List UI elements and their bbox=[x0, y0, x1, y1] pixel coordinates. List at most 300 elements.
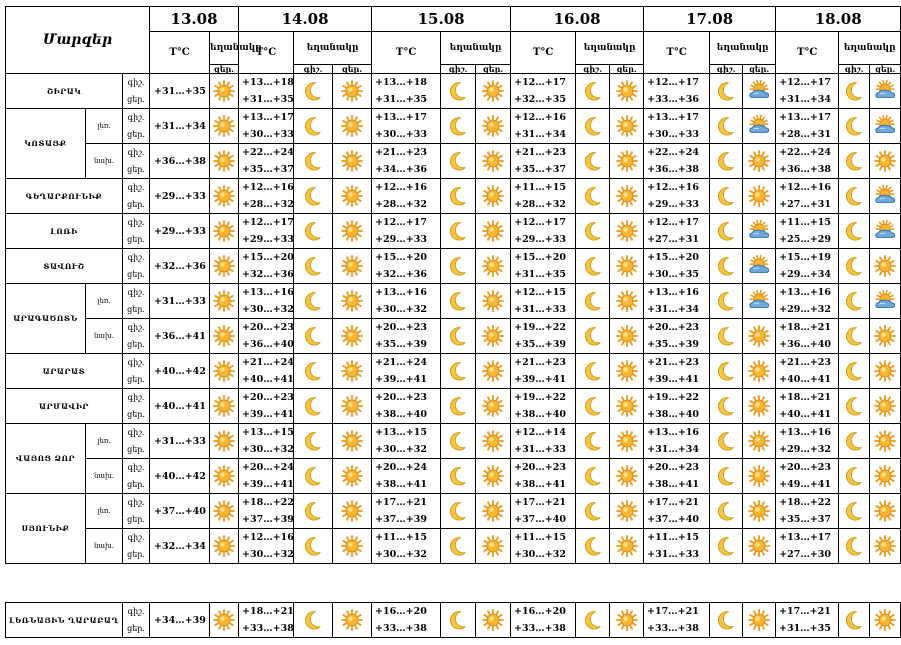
night-temperature: +12…+17 bbox=[514, 77, 566, 88]
day-temperature: +31…+35 bbox=[375, 94, 427, 105]
temperature-cell bbox=[644, 319, 710, 354]
day-temperature: +40…+41 bbox=[242, 374, 294, 385]
moon-icon bbox=[710, 500, 742, 522]
moon-icon bbox=[441, 249, 476, 284]
moon-icon bbox=[710, 185, 742, 207]
moon-icon bbox=[441, 395, 475, 417]
time-of-day-cell bbox=[123, 389, 150, 424]
sun-cloud-icon bbox=[870, 185, 900, 207]
sun-icon bbox=[210, 535, 238, 557]
day-label: ցեր. bbox=[127, 624, 145, 633]
moon-icon bbox=[441, 609, 475, 631]
temperature-cell bbox=[644, 74, 710, 109]
table-row bbox=[6, 214, 901, 249]
night-temperature: +19…+22 bbox=[647, 392, 700, 403]
sun-icon bbox=[476, 109, 511, 144]
moon-icon bbox=[294, 500, 332, 522]
night-temperature: +20…+23 bbox=[514, 462, 566, 473]
sun-icon bbox=[210, 354, 239, 389]
table-row bbox=[6, 459, 901, 494]
sun-icon bbox=[610, 115, 643, 137]
day-temperature: +33…+38 bbox=[647, 623, 699, 634]
zone-label: նախ. bbox=[86, 144, 123, 179]
sun-icon bbox=[610, 255, 643, 277]
night-temperature: +18…+22 bbox=[779, 497, 832, 508]
moon-icon bbox=[441, 80, 475, 102]
moon-icon bbox=[294, 354, 333, 389]
moon-icon bbox=[576, 150, 609, 172]
moon-icon bbox=[710, 109, 743, 144]
moon-icon bbox=[576, 220, 609, 242]
moon-icon bbox=[441, 535, 475, 557]
night-temperature: +19…+22 bbox=[514, 392, 566, 403]
moon-icon bbox=[839, 529, 870, 564]
day-temperature: +31…+35 bbox=[514, 269, 566, 280]
night-temperature: +12…+16 bbox=[242, 532, 294, 543]
night-temperature: +11…+15 bbox=[514, 532, 566, 543]
night-temperature: +18…+22 bbox=[242, 497, 294, 508]
night-temperature: +20…+23 bbox=[647, 322, 700, 333]
temperature-cell bbox=[239, 424, 294, 459]
sun-icon bbox=[333, 360, 371, 382]
sun-icon bbox=[610, 290, 643, 312]
sun-icon bbox=[333, 115, 371, 137]
temperature-cell bbox=[239, 144, 294, 179]
forecast-body bbox=[6, 74, 901, 564]
sun-icon bbox=[743, 144, 776, 179]
region-name: ԼԵՌՆԱՅԻՆ ՂԱՐԱԲԱՂ bbox=[6, 603, 123, 638]
sun-icon bbox=[743, 325, 775, 347]
moon-icon bbox=[441, 115, 475, 137]
zone-label: լեռ. bbox=[86, 109, 123, 144]
sun-icon bbox=[210, 220, 238, 242]
night-temperature: +13…+16 bbox=[779, 287, 832, 298]
temperature-cell bbox=[239, 354, 294, 389]
day-label: ցեր. bbox=[127, 340, 145, 349]
temperature-cell bbox=[644, 144, 710, 179]
sun-cloud-icon bbox=[743, 249, 776, 284]
temperature-cell bbox=[372, 179, 441, 214]
sun-icon bbox=[610, 360, 643, 382]
moon-icon bbox=[710, 603, 743, 638]
day-temperature: +30…+33 bbox=[242, 129, 294, 140]
moon-icon bbox=[839, 389, 870, 424]
sun-icon bbox=[610, 179, 644, 214]
temperature-cell bbox=[644, 284, 710, 319]
temperature-cell bbox=[644, 424, 710, 459]
night-subheader: գիշ. bbox=[839, 65, 870, 74]
sun-icon bbox=[743, 389, 776, 424]
day-temperature: +30…+32 bbox=[375, 549, 427, 560]
temperature-cell: +31…+34 bbox=[150, 109, 210, 144]
zone-label: լեռ. bbox=[86, 424, 123, 459]
day-temperature: +27…+30 bbox=[779, 549, 832, 560]
moon-icon bbox=[441, 179, 476, 214]
temperature-cell: +37…+40 bbox=[150, 494, 210, 529]
sun-icon bbox=[210, 609, 238, 631]
sun-icon bbox=[610, 325, 643, 347]
day-temperature: +31…+35 bbox=[242, 94, 294, 105]
sun-icon bbox=[333, 255, 371, 277]
region-name: ՏԱՎՈՒՇ bbox=[6, 249, 123, 284]
weather-header: եղանակը bbox=[576, 32, 644, 65]
moon-icon bbox=[441, 325, 475, 347]
sun-cloud-icon bbox=[870, 80, 900, 102]
moon-icon bbox=[576, 500, 609, 522]
day-temperature: +35…+37 bbox=[242, 164, 294, 175]
temperature-cell: +29…+33 bbox=[150, 179, 210, 214]
sun-icon bbox=[870, 389, 901, 424]
day-temperature: +39…+41 bbox=[514, 374, 566, 385]
temperature-cell bbox=[776, 529, 839, 564]
sun-icon bbox=[210, 179, 239, 214]
moon-icon bbox=[710, 529, 743, 564]
sun-icon bbox=[210, 144, 239, 179]
temperature-cell bbox=[511, 529, 576, 564]
temperature-cell bbox=[776, 249, 839, 284]
table-row bbox=[6, 144, 901, 179]
sun-icon bbox=[210, 424, 239, 459]
temperature-cell bbox=[372, 214, 441, 249]
moon-icon bbox=[839, 150, 869, 172]
sun-icon bbox=[210, 109, 239, 144]
temperature-cell: +40…+42 bbox=[150, 354, 210, 389]
night-temperature: +21…+23 bbox=[779, 357, 832, 368]
sun-icon bbox=[333, 179, 372, 214]
moon-icon bbox=[441, 255, 475, 277]
sun-icon bbox=[870, 430, 900, 452]
sun-icon bbox=[333, 424, 372, 459]
day-temperature: +31…+34 bbox=[514, 129, 566, 140]
temperature-cell: +34…+39 bbox=[150, 603, 210, 638]
temperature-cell: +36…+41 bbox=[150, 319, 210, 354]
sun-icon bbox=[743, 500, 775, 522]
temperature-cell bbox=[511, 319, 576, 354]
sun-cloud-icon bbox=[870, 179, 901, 214]
temperature-cell bbox=[372, 109, 441, 144]
sun-icon bbox=[743, 360, 775, 382]
moon-icon bbox=[441, 603, 476, 638]
region-name: ԼՈՌԻ bbox=[6, 214, 123, 249]
night-label: գիշ. bbox=[127, 607, 145, 616]
moon-icon bbox=[576, 529, 610, 564]
day-temperature: +29…+33 bbox=[375, 234, 427, 245]
day-temperature: +38…+40 bbox=[647, 409, 700, 420]
forecast-table bbox=[5, 6, 901, 564]
region-header: Մարզեր bbox=[6, 7, 150, 74]
day-subheader: ցեր. bbox=[870, 65, 901, 74]
day-temperature: +36…+40 bbox=[779, 339, 832, 350]
moon-icon bbox=[576, 535, 609, 557]
sun-icon bbox=[476, 284, 511, 319]
moon-icon bbox=[294, 603, 333, 638]
moon-icon bbox=[710, 360, 742, 382]
temperature-cell bbox=[644, 494, 710, 529]
moon-icon bbox=[839, 74, 870, 109]
moon-icon bbox=[294, 150, 332, 172]
moon-icon bbox=[294, 255, 332, 277]
temp-header: T°C bbox=[372, 32, 441, 74]
moon-icon bbox=[294, 609, 332, 631]
temperature-cell bbox=[511, 109, 576, 144]
sun-icon bbox=[210, 284, 239, 319]
temperature-cell bbox=[511, 284, 576, 319]
sun-icon bbox=[333, 80, 371, 102]
moon-icon bbox=[441, 465, 475, 487]
temperature-cell bbox=[372, 354, 441, 389]
night-temperature: +13…+16 bbox=[647, 427, 700, 438]
weather-header: եղանակը bbox=[839, 32, 901, 65]
day-temperature: +31…+33 bbox=[647, 549, 700, 560]
time-of-day-cell bbox=[123, 603, 150, 638]
sun-icon bbox=[333, 535, 371, 557]
moon-icon bbox=[441, 185, 475, 207]
night-temperature: +13…+16 bbox=[647, 287, 700, 298]
sun-icon bbox=[333, 430, 371, 452]
night-label: գիշ. bbox=[127, 288, 145, 297]
moon-icon bbox=[839, 459, 870, 494]
sun-icon bbox=[476, 290, 510, 312]
moon-icon bbox=[576, 144, 610, 179]
region-name: ՎԱՅՈՑ ՁՈՐ bbox=[6, 424, 86, 494]
sun-cloud-icon bbox=[743, 109, 776, 144]
moon-icon bbox=[839, 535, 869, 557]
day-label: ցեր. bbox=[127, 200, 145, 209]
moon-icon bbox=[294, 249, 333, 284]
day-temperature: +32…+35 bbox=[514, 94, 566, 105]
day-temperature: +29…+34 bbox=[779, 269, 832, 280]
night-temperature: +12…+15 bbox=[514, 287, 566, 298]
sun-icon bbox=[743, 603, 776, 638]
moon-icon bbox=[576, 319, 610, 354]
night-subheader: գիշ. bbox=[576, 65, 610, 74]
day-temperature: +29…+32 bbox=[779, 304, 832, 315]
night-temperature: +11…+15 bbox=[779, 217, 832, 228]
sun-icon bbox=[476, 74, 511, 109]
moon-icon bbox=[441, 284, 476, 319]
moon-icon bbox=[576, 603, 610, 638]
day-subheader: ցեր. bbox=[476, 65, 511, 74]
moon-icon bbox=[710, 609, 742, 631]
night-temperature: +21…+24 bbox=[242, 357, 294, 368]
moon-icon bbox=[294, 74, 333, 109]
sun-icon bbox=[333, 465, 371, 487]
sun-icon bbox=[476, 430, 510, 452]
sun-cloud-icon bbox=[743, 290, 775, 312]
sun-icon bbox=[476, 603, 511, 638]
sun-icon bbox=[333, 185, 371, 207]
sun-icon bbox=[610, 185, 643, 207]
moon-icon bbox=[294, 179, 333, 214]
day-temperature: +33…+38 bbox=[514, 623, 566, 634]
moon-icon bbox=[294, 290, 332, 312]
moon-icon bbox=[839, 360, 869, 382]
sun-icon bbox=[210, 319, 239, 354]
night-temperature: +20…+24 bbox=[375, 462, 427, 473]
table-row bbox=[6, 284, 901, 319]
moon-icon bbox=[839, 255, 869, 277]
temperature-cell: +31…+35 bbox=[150, 74, 210, 109]
time-of-day-cell bbox=[123, 284, 150, 319]
sun-icon bbox=[476, 80, 510, 102]
moon-icon bbox=[839, 603, 870, 638]
moon-icon bbox=[839, 214, 870, 249]
moon-icon bbox=[839, 609, 869, 631]
temperature-cell bbox=[239, 284, 294, 319]
night-label: գիշ. bbox=[127, 218, 145, 227]
moon-icon bbox=[576, 459, 610, 494]
night-label: գիշ. bbox=[127, 323, 145, 332]
day-subheader: ցեր. bbox=[743, 65, 776, 74]
sun-icon bbox=[333, 354, 372, 389]
moon-icon bbox=[710, 319, 743, 354]
sun-icon bbox=[476, 185, 510, 207]
temperature-cell bbox=[776, 144, 839, 179]
sun-icon bbox=[333, 214, 372, 249]
night-temperature: +21…+24 bbox=[375, 357, 427, 368]
temperature-cell bbox=[372, 249, 441, 284]
temperature-cell bbox=[644, 603, 710, 638]
moon-icon bbox=[441, 354, 476, 389]
day-temperature: +31…+33 bbox=[514, 444, 566, 455]
zone-label: նախ. bbox=[86, 529, 123, 564]
day-temperature: +34…+36 bbox=[375, 164, 427, 175]
temperature-cell bbox=[644, 179, 710, 214]
sun-icon bbox=[476, 360, 510, 382]
night-temperature: +15…+20 bbox=[242, 252, 294, 263]
sun-icon bbox=[610, 109, 644, 144]
moon-icon bbox=[839, 430, 869, 452]
temperature-cell bbox=[776, 214, 839, 249]
moon-icon bbox=[710, 220, 742, 242]
sun-icon bbox=[870, 395, 900, 417]
sun-icon bbox=[210, 80, 238, 102]
moon-icon bbox=[839, 319, 870, 354]
temperature-cell bbox=[511, 214, 576, 249]
moon-icon bbox=[294, 319, 333, 354]
night-temperature: +12…+14 bbox=[514, 427, 566, 438]
sun-icon bbox=[870, 459, 901, 494]
night-label: գիշ. bbox=[127, 533, 145, 542]
temperature-cell bbox=[776, 284, 839, 319]
moon-icon bbox=[839, 249, 870, 284]
sun-icon bbox=[476, 459, 511, 494]
day-temperature: +31…+34 bbox=[647, 304, 700, 315]
moon-icon bbox=[576, 179, 610, 214]
sun-icon bbox=[870, 494, 901, 529]
day-temperature: +37…+39 bbox=[375, 514, 427, 525]
day-temperature: +33…+36 bbox=[647, 94, 700, 105]
night-label: գիշ. bbox=[127, 148, 145, 157]
temperature-cell bbox=[776, 603, 839, 638]
temperature-cell bbox=[239, 459, 294, 494]
day-temperature: +40…+41 bbox=[779, 409, 832, 420]
sun-icon bbox=[476, 609, 510, 631]
night-temperature: +12…+16 bbox=[514, 112, 566, 123]
sun-icon bbox=[870, 603, 901, 638]
temperature-cell bbox=[511, 603, 576, 638]
night-label: գիշ. bbox=[127, 498, 145, 507]
night-temperature: +15…+20 bbox=[647, 252, 700, 263]
moon-icon bbox=[294, 494, 333, 529]
sun-icon bbox=[743, 430, 775, 452]
sun-icon bbox=[333, 529, 372, 564]
day-label: ցեր. bbox=[127, 235, 145, 244]
time-of-day-cell bbox=[123, 494, 150, 529]
temperature-cell bbox=[239, 74, 294, 109]
sun-icon bbox=[870, 319, 901, 354]
temperature-cell bbox=[372, 424, 441, 459]
temperature-cell bbox=[372, 284, 441, 319]
temp-header: T°C bbox=[776, 32, 839, 74]
temperature-cell bbox=[644, 389, 710, 424]
temperature-cell bbox=[776, 319, 839, 354]
moon-icon bbox=[294, 144, 333, 179]
night-temperature: +20…+23 bbox=[375, 322, 427, 333]
sun-icon bbox=[210, 430, 238, 452]
sun-icon bbox=[333, 284, 372, 319]
sun-icon bbox=[610, 389, 644, 424]
moon-icon bbox=[839, 220, 869, 242]
night-temperature: +18…+21 bbox=[779, 392, 832, 403]
night-label: գիշ. bbox=[127, 78, 145, 87]
date-header: 17.08 bbox=[644, 7, 776, 32]
night-temperature: +20…+23 bbox=[242, 322, 294, 333]
moon-icon bbox=[710, 395, 742, 417]
night-temperature: +20…+23 bbox=[375, 392, 427, 403]
night-temperature: +18…+21 bbox=[242, 606, 294, 617]
night-temperature: +22…+24 bbox=[647, 147, 700, 158]
moon-icon bbox=[839, 144, 870, 179]
moon-icon bbox=[710, 325, 742, 347]
sun-cloud-icon bbox=[870, 109, 901, 144]
temperature-cell bbox=[239, 109, 294, 144]
sun-icon bbox=[210, 74, 239, 109]
temperature-cell bbox=[511, 354, 576, 389]
temp-header: T°C bbox=[239, 32, 294, 74]
moon-icon bbox=[294, 284, 333, 319]
sun-icon bbox=[476, 465, 510, 487]
moon-icon bbox=[441, 109, 476, 144]
night-temperature: +12…+17 bbox=[514, 217, 566, 228]
sun-icon bbox=[610, 535, 643, 557]
night-temperature: +17…+21 bbox=[647, 497, 700, 508]
sun-icon bbox=[610, 500, 643, 522]
time-of-day-cell bbox=[123, 74, 150, 109]
temperature-cell bbox=[372, 494, 441, 529]
sun-icon bbox=[870, 360, 900, 382]
day-temperature: +49…+41 bbox=[779, 479, 832, 490]
sun-icon bbox=[870, 354, 901, 389]
night-temperature: +12…+16 bbox=[242, 182, 294, 193]
temp-header: T°C bbox=[150, 32, 210, 74]
sun-icon bbox=[476, 115, 510, 137]
temperature-cell bbox=[372, 459, 441, 494]
day-subheader: ցեր. bbox=[333, 65, 372, 74]
region-name: ԿՈՏԱՅՔ bbox=[6, 109, 86, 179]
day-temperature: +39…+41 bbox=[647, 374, 700, 385]
sun-icon bbox=[870, 150, 900, 172]
day-temperature: +32…+36 bbox=[375, 269, 427, 280]
temperature-cell bbox=[239, 603, 294, 638]
moon-icon bbox=[839, 395, 869, 417]
sun-icon bbox=[333, 144, 372, 179]
moon-icon bbox=[839, 494, 870, 529]
sun-cloud-icon bbox=[870, 220, 900, 242]
day-temperature: +38…+41 bbox=[514, 479, 566, 490]
sun-cloud-icon bbox=[743, 255, 775, 277]
moon-icon bbox=[294, 389, 333, 424]
